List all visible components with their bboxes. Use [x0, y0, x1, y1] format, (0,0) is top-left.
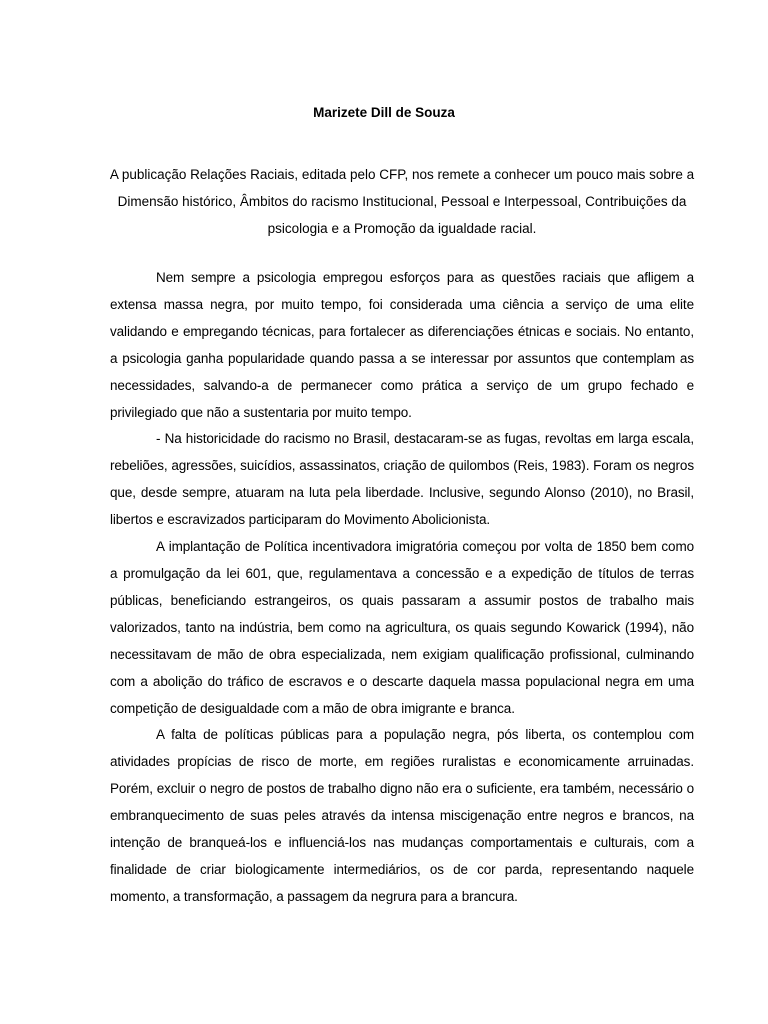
body-text	[110, 265, 694, 911]
paragraph-public-policies: A falta de políticas públicas para a população negra, pós liberta, os contemplou com atividades propícias de risco de morte, em regiões ruralistas e economicamente arruinadas. Porém, excluir o negro de postos de trabalho digno não era o suficiente, era também, necessário o embranquecimento de suas peles através da intensa miscigenação entre negros e brancos, na intenção de branqueá-los e influenciá-los nas mudanças comportamentais e culturais, com a finalidade de criar biologicamente intermediários, os de cor parda, representando naquele momento, a transformação, a passagem da negrura para a brancura.	[110, 727, 694, 904]
paragraph-immigration-policy: A implantação de Política incentivadora imigratória começou por volta de 1850 bem como a promulgação da lei 601, que, regulamentava a concessão e a expedição de títulos de terras públicas, beneficiando estrangeiros, os quais passaram a assumir postos de trabalho mais valorizados, tanto na indústria, bem como na agricultura, os quais segundo Kowarick (1994), não necessitavam de mão de obra especializada, nem exigiam qualificação profissional, culminando com a abolição do tráfico de escravos e o descarte daquela massa populacional negra em uma competição de desigualdade com a mão de obra imigrante e branca.	[110, 539, 694, 716]
paragraph-psychology-history: Nem sempre a psicologia empregou esforços para as questões raciais que afligem a extensa massa negra, por muito tempo, foi considerada uma ciência a serviço de uma elite validando e empregando técnicas, para fortalecer as diferenciações étnicas e sociais. No entanto, a psicologia ganha popularidade quando passa a se interessar por assuntos que contemplam as necessidades, salvando-a de permanecer como prática a serviço de um grupo fechado e privilegiado que não a sustentaria por muito tempo.	[110, 270, 694, 420]
intro-paragraph: A publicação Relações Raciais, editada pelo CFP, nos remete a conhecer um pouco mais sobre a Dimensão histórico, Âmbitos do racismo Institucional, Pessoal e Interpessoal, Contribuições da psicologia e a Promoção da igualdade racial.	[109, 167, 695, 236]
paragraph-racism-historicity: - Na historicidade do racismo no Brasil, destacaram-se as fugas, revoltas em larga escala, rebeliões, agressões, suicídios, assassinatos, criação de quilombos (Reis, 1983). Foram os negros que, desde sempre, atuaram na luta pela liberdade. Inclusive, segundo Alonso (2010), no Brasil, libertos e escravizados participaram do Movimento Abolicionista.	[110, 431, 694, 528]
author-name: Marizete Dill de Souza	[313, 105, 455, 120]
